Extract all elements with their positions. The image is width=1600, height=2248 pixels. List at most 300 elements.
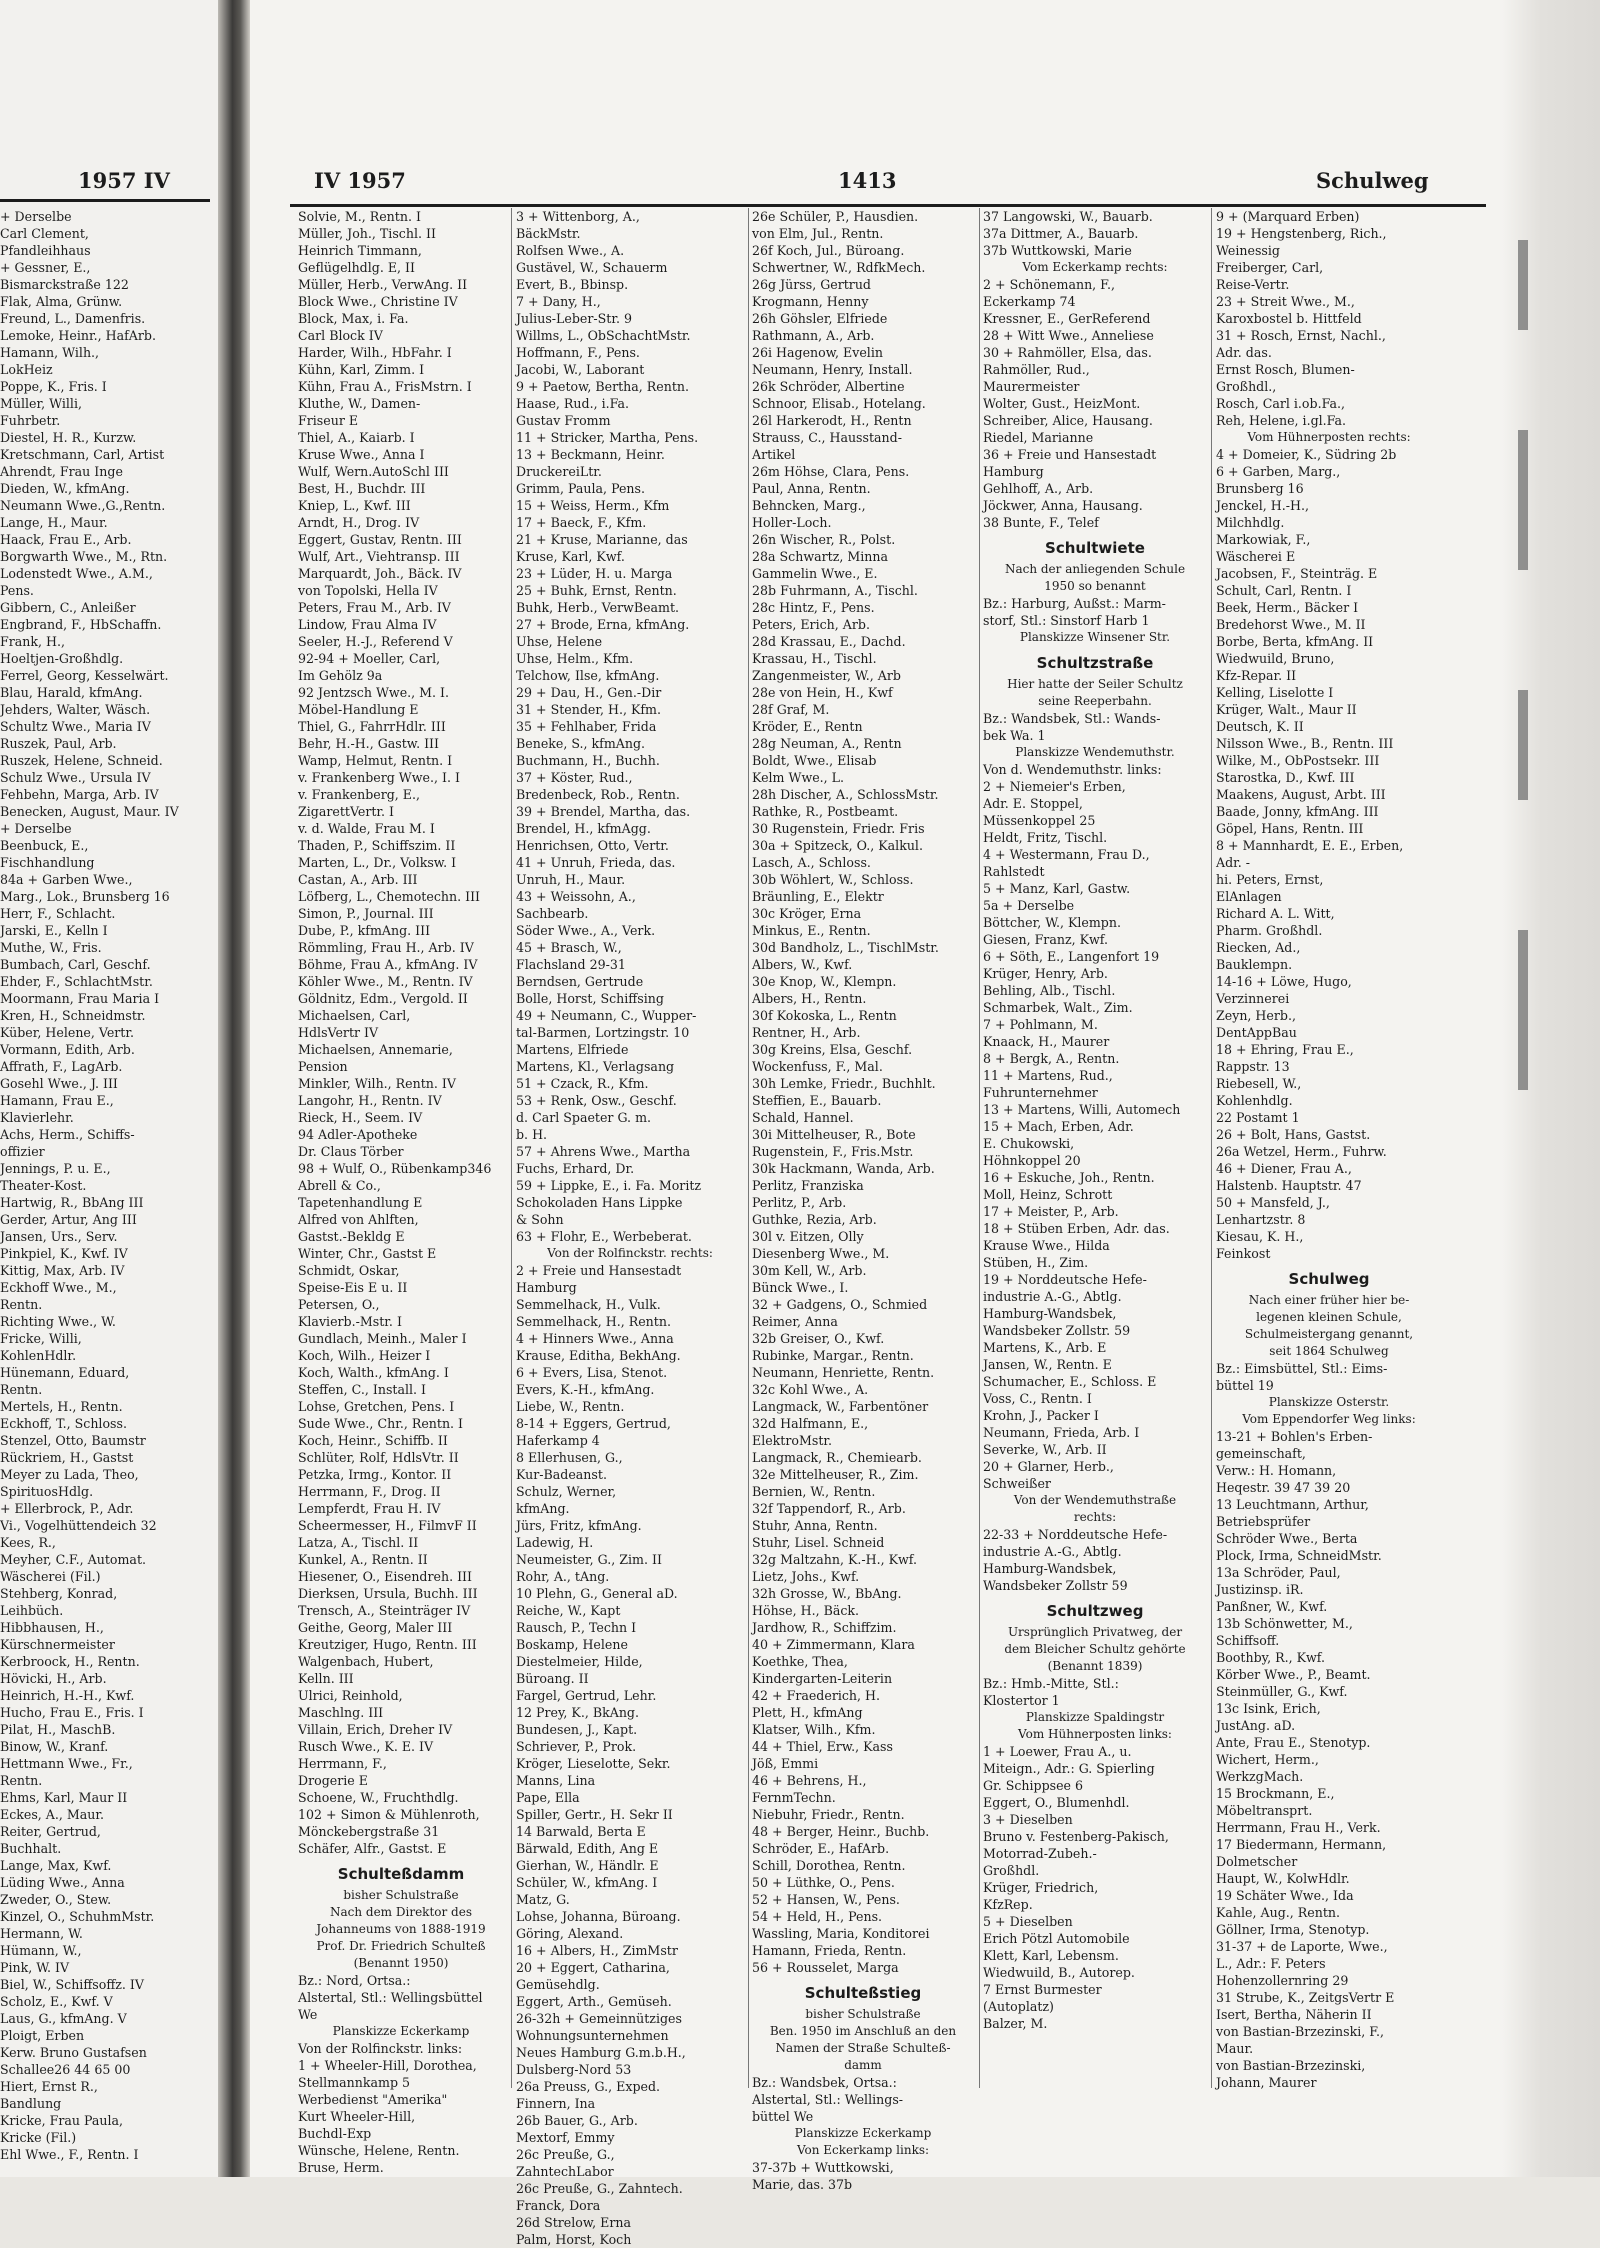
- directory-entry: Riedel, Marianne: [983, 430, 1094, 445]
- directory-entry: Maakens, August, Arbt. III: [1216, 787, 1386, 802]
- directory-entry: Franck, Dora: [516, 2198, 601, 2213]
- directory-entry: Muthe, W., Fris.: [0, 940, 102, 955]
- directory-entry: Rieck, H., Seem. IV: [298, 1110, 423, 1125]
- directory-entry: Brendel, H., kfmAgg.: [516, 821, 651, 836]
- directory-entry: v. Frankenberg Wwe., I. I: [298, 770, 460, 785]
- directory-entry: 4 + Domeier, K., Südring 2b: [1216, 447, 1397, 462]
- directory-entry: 50 + Mansfeld, J.,: [1216, 1195, 1330, 1210]
- directory-entry: Zangenmeister, W., Arb: [752, 668, 901, 683]
- directory-entry: Miteign., Adr.: G. Spierling: [983, 1761, 1155, 1776]
- directory-entry: Klavierb.-Mstr. I: [298, 1314, 402, 1329]
- directory-entry: Schröder Wwe., Berta: [1216, 1531, 1358, 1546]
- directory-entry: Stenzel, Otto, Baumstr: [0, 1433, 146, 1448]
- directory-entry: Buhk, Herb., VerwBeamt.: [516, 600, 680, 615]
- directory-entry: Schokoladen Hans Lippke: [516, 1195, 683, 1210]
- edge-mark: [1518, 430, 1528, 570]
- directory-entry: Plock, Irma, SchneidMstr.: [1216, 1548, 1382, 1563]
- directory-entry: Fischhandlung: [0, 855, 95, 870]
- column-2: [516, 208, 744, 2248]
- directory-entry: We: [298, 2007, 318, 2022]
- directory-entry: Bz.: Eimsbüttel, Stl.: Eims-: [1216, 1361, 1388, 1376]
- directory-entry: Steffen, C., Install. I: [298, 1382, 427, 1397]
- directory-entry: 15 + Weiss, Herm., Kfm: [516, 498, 670, 513]
- directory-entry: Dulsberg-Nord 53: [516, 2062, 632, 2077]
- directory-entry: Martens, Elfriede: [516, 1042, 629, 1057]
- directory-entry: Großhdl.: [983, 1863, 1040, 1878]
- directory-entry: Scheermesser, H., FilmvF II: [298, 1518, 477, 1533]
- directory-entry: Gosehl Wwe., J. III: [0, 1076, 118, 1091]
- directory-entry: + Derselbe: [0, 209, 72, 224]
- directory-entry: Tapetenhandlung E: [298, 1195, 423, 1210]
- directory-entry: Bz.: Wandsbek, Ortsa.:: [752, 2075, 897, 2090]
- column-divider: [511, 208, 512, 2088]
- directory-entry: Blau, Harald, kfmAng.: [0, 685, 143, 700]
- directory-entry: Herr, F., Schlacht.: [0, 906, 116, 921]
- directory-entry: Pink, W. IV: [0, 1960, 70, 1975]
- directory-entry: 32d Halfmann, E.,: [752, 1416, 869, 1431]
- directory-entry: Uhse, Helene: [516, 634, 603, 649]
- directory-entry: 46 + Diener, Frau A.,: [1216, 1161, 1352, 1176]
- directory-entry: Stehberg, Konrad,: [0, 1586, 118, 1601]
- directory-entry: Ladewig, H.: [516, 1535, 594, 1550]
- directory-entry: Eckhoff, T., Schloss.: [0, 1416, 127, 1431]
- directory-entry: 8 + Mannhardt, E. E., Erben,: [1216, 838, 1404, 853]
- directory-entry: Berndsen, Gertrude: [516, 974, 644, 989]
- directory-entry: 5 + Dieselben: [983, 1914, 1073, 1929]
- directory-entry: Best, H., Buchdr. III: [298, 481, 426, 496]
- directory-entry: Borgwarth Wwe., M., Rtn.: [0, 549, 168, 564]
- directory-entry: Kröder, E., Rentn: [752, 719, 863, 734]
- directory-entry: DruckereiLtr.: [516, 464, 602, 479]
- directory-entry: Palm, Horst, Koch: [516, 2232, 632, 2247]
- column-4: [983, 208, 1207, 2032]
- directory-entry: Heinrich Timmann,: [298, 243, 422, 258]
- directory-entry: Hamann, Frau E.,: [0, 1093, 114, 1108]
- directory-entry: Göpel, Hans, Rentn. III: [1216, 821, 1364, 836]
- directory-entry: ElektroMstr.: [752, 1433, 833, 1448]
- directory-entry: Bz.: Hmb.-Mitte, Stl.:: [983, 1676, 1119, 1691]
- directory-entry: 19 + Hengstenberg, Rich.,: [1216, 226, 1387, 241]
- directory-entry: Kinzel, O., SchuhmMstr.: [0, 1909, 155, 1924]
- directory-entry: 28g Neuman, A., Rentn: [752, 736, 902, 751]
- directory-entry: Dolmetscher: [1216, 1854, 1298, 1869]
- directory-entry: 84a + Garben Wwe.,: [0, 872, 133, 887]
- directory-entry: Kreutziger, Hugo, Rentn. III: [298, 1637, 477, 1652]
- directory-entry: Ulrici, Reinhold,: [298, 1688, 403, 1703]
- directory-entry: Perlitz, Franziska: [752, 1178, 864, 1193]
- directory-entry: Reiter, Gertrud,: [0, 1824, 101, 1839]
- directory-entry: Jennings, P. u. E.,: [0, 1161, 111, 1176]
- directory-entry: Minkus, E., Rentn.: [752, 923, 871, 938]
- directory-entry: 1 + Wheeler-Hill, Dorothea,: [298, 2058, 477, 2073]
- directory-entry: Solvie, M., Rentn. I: [298, 209, 421, 224]
- directory-entry: Pension: [298, 1059, 348, 1074]
- directory-entry: Ploigt, Erben: [0, 2028, 85, 2043]
- directory-entry: Herrmann, F.,: [298, 1756, 387, 1771]
- directory-entry: 17 + Meister, P., Arb.: [983, 1204, 1119, 1219]
- directory-entry: Rathke, R., Postbeamt.: [752, 804, 899, 819]
- directory-entry: Walgenbach, Hubert,: [298, 1654, 434, 1669]
- directory-entry: 26k Schröder, Albertine: [752, 379, 905, 394]
- directory-entry: Marg., Lok., Brunsberg 16: [0, 889, 170, 904]
- directory-entry: FernmTechn.: [752, 1790, 836, 1805]
- directory-entry: Bz.: Wandsbek, Stl.: Wands-: [983, 711, 1161, 726]
- directory-entry: Neues Hamburg G.m.b.H.,: [516, 2045, 686, 2060]
- directory-entry: 26e Schüler, P., Hausdien.: [752, 209, 919, 224]
- directory-entry: Bärwald, Edith, Ang E: [516, 1841, 659, 1856]
- directory-entry: Jöß, Emmi: [752, 1756, 819, 1771]
- directory-entry: 13 + Martens, Willi, Automech: [983, 1102, 1181, 1117]
- directory-entry: Halstenb. Hauptstr. 47: [1216, 1178, 1362, 1193]
- directory-entry: Maur.: [1216, 2041, 1254, 2056]
- directory-entry: 36 + Freie und Hansestadt: [983, 447, 1157, 462]
- directory-entry: Schumacher, E., Schloss. E: [983, 1374, 1157, 1389]
- directory-entry: Petersen, O.,: [298, 1297, 380, 1312]
- directory-entry: Deutsch, K. II: [1216, 719, 1304, 734]
- directory-entry: Meyer zu Lada, Theo,: [0, 1467, 139, 1482]
- directory-entry: Vi., Vogelhüttendeich 32: [0, 1518, 157, 1533]
- directory-entry: Bauklempn.: [1216, 957, 1293, 972]
- directory-entry: Gundlach, Meinh., Maler I: [298, 1331, 467, 1346]
- directory-entry: 32h Grosse, W., BbAng.: [752, 1586, 902, 1601]
- directory-entry: Paul, Anna, Rentn.: [752, 481, 871, 496]
- directory-entry: Kfz-Repar. II: [1216, 668, 1297, 683]
- directory-entry: Matz, G.: [516, 1892, 570, 1907]
- page-edge-right: [1502, 0, 1600, 2177]
- directory-entry: Fuhrbetr.: [0, 413, 61, 428]
- directory-entry: Rohr, A., tAng.: [516, 1569, 610, 1584]
- directory-entry: 37-37b + Wuttkowski,: [752, 2160, 894, 2175]
- directory-entry: Lange, Max, Kwf.: [0, 1858, 112, 1873]
- directory-entry: Koch, Heinr., Schiffb. II: [298, 1433, 448, 1448]
- directory-entry: Freiberger, Carl,: [1216, 260, 1324, 275]
- directory-entry: Pens.: [0, 583, 34, 598]
- directory-entry: Minkler, Wilh., Rentn. IV: [298, 1076, 456, 1091]
- directory-entry: Eckes, A., Maur.: [0, 1807, 105, 1822]
- directory-entry: Block, Max, i. Fa.: [298, 311, 409, 326]
- directory-entry: 30g Kreins, Elsa, Geschf.: [752, 1042, 913, 1057]
- directory-entry: Wiedwuild, B., Autorep.: [983, 1965, 1135, 1980]
- directory-entry: 26a Wetzel, Herm., Fuhrw.: [1216, 1144, 1387, 1159]
- directory-entry: 26c Preuße, G.,: [516, 2147, 615, 2162]
- directory-entry: Weinessig: [1216, 243, 1280, 258]
- directory-entry: 98 + Wulf, O., Rübenkamp346: [298, 1161, 492, 1176]
- directory-entry: Hermann, W.: [0, 1926, 83, 1941]
- directory-entry: Geflügelhdlg. E, II: [298, 260, 415, 275]
- directory-entry: Liebe, W., Rentn.: [516, 1399, 625, 1414]
- directory-entry: Göring, Alexand.: [516, 1926, 624, 1941]
- directory-entry: Böhme, Frau A., kfmAng. IV: [298, 957, 478, 972]
- page-number: 1413: [838, 168, 897, 193]
- directory-entry: Schmarbek, Walt., Zim.: [983, 1000, 1133, 1015]
- directory-entry: Großhdl.,: [1216, 379, 1277, 394]
- directory-entry: 20 + Eggert, Catharina,: [516, 1960, 670, 1975]
- directory-entry: Henrichsen, Otto, Vertr.: [516, 838, 669, 853]
- directory-entry: 30e Knop, W., Klempn.: [752, 974, 897, 989]
- directory-entry: Eggert, Gustav, Rentn. III: [298, 532, 462, 547]
- directory-entry: Schröder, E., HafArb.: [752, 1841, 890, 1856]
- directory-entry: 30d Bandholz, L., TischlMstr.: [752, 940, 939, 955]
- directory-entry: Frank, H.,: [0, 634, 66, 649]
- directory-entry: Wockenfuss, F., Mal.: [752, 1059, 883, 1074]
- directory-entry: 1 + Loewer, Frau A., u.: [983, 1744, 1132, 1759]
- directory-entry: Lohse, Gretchen, Pens. I: [298, 1399, 455, 1414]
- directory-entry: Heinrich, H.-H., Kwf.: [0, 1688, 135, 1703]
- directory-entry: 3 + Wittenborg, A.,: [516, 209, 640, 224]
- directory-entry: Langohr, H., Rentn. IV: [298, 1093, 442, 1108]
- directory-entry: Voss, C., Rentn. I: [983, 1391, 1092, 1406]
- directory-entry: Binow, W., Kranf.: [0, 1739, 109, 1754]
- street-heading: Schulteßdamm: [337, 1865, 465, 1883]
- directory-entry: Julius-Leber-Str. 9: [516, 311, 632, 326]
- directory-entry: Theater-Kost.: [0, 1178, 87, 1193]
- directory-entry: 20 + Glarner, Herb.,: [983, 1459, 1114, 1474]
- directory-entry: 26d Strelow, Erna: [516, 2215, 631, 2230]
- directory-entry: Motorrad-Zubeh.-: [983, 1846, 1097, 1861]
- directory-entry: 13b Schönwetter, M.,: [1216, 1616, 1353, 1631]
- directory-entry: Kittig, Max, Arb. IV: [0, 1263, 125, 1278]
- directory-entry: 50 + Lüthke, O., Pens.: [752, 1875, 895, 1890]
- directory-entry: 4 + Hinners Wwe., Anna: [516, 1331, 674, 1346]
- directory-entry: Petzka, Irmg., Kontor. II: [298, 1467, 452, 1482]
- directory-entry: ElAnlagen: [1216, 889, 1282, 904]
- directory-entry: Gustav Fromm: [516, 413, 611, 428]
- directory-entry: Wolter, Gust., HeizMont.: [983, 396, 1141, 411]
- directory-entry: 43 + Weissohn, A.,: [516, 889, 636, 904]
- directory-entry: von Topolski, Hella IV: [298, 583, 438, 598]
- directory-entry: 31 Strube, K., ZeitgsVertr E: [1216, 1990, 1395, 2005]
- column-divider: [748, 208, 749, 2088]
- street-note: (Benannt 1950): [353, 1956, 449, 1970]
- directory-entry: Diestelmeier, Hilde,: [516, 1654, 643, 1669]
- directory-entry: 59 + Lippke, E., i. Fa. Moritz: [516, 1178, 702, 1193]
- directory-entry: Alstertal, Stl.: Wellingsbüttel: [298, 1990, 483, 2005]
- directory-entry: kfmAng.: [516, 1501, 570, 1516]
- street-note: Schulmeistergang genannt,: [1244, 1327, 1414, 1341]
- directory-entry: Bredenbeck, Rob., Rentn.: [516, 787, 680, 802]
- directory-entry: Behling, Alb., Tischl.: [983, 983, 1116, 998]
- directory-entry: Spiller, Gertr., H. Sekr II: [516, 1807, 673, 1822]
- directory-entry: Hövicki, H., Arb.: [0, 1671, 107, 1686]
- directory-entry: Wünsche, Helene, Rentn.: [298, 2143, 460, 2158]
- directory-entry: Wassling, Maria, Konditorei: [752, 1926, 930, 1941]
- street-note: dem Bleicher Schultz gehörte: [1004, 1642, 1186, 1656]
- directory-entry: Unruh, H., Maur.: [516, 872, 626, 887]
- directory-entry: Hiesener, O., Eisendreh. III: [298, 1569, 473, 1584]
- directory-entry: Haase, Rud., i.Fa.: [516, 396, 630, 411]
- directory-entry: Buchhalt.: [0, 1841, 62, 1856]
- directory-entry: 48 + Berger, Heinr., Buchb.: [752, 1824, 930, 1839]
- directory-entry: 30a + Spitzeck, O., Kalkul.: [752, 838, 923, 853]
- directory-entry: Höhse, H., Bäck.: [752, 1603, 860, 1618]
- directory-entry: Bz.: Harburg, Außst.: Marm-: [983, 596, 1166, 611]
- directory-entry: 32g Maltzahn, K.-H., Kwf.: [752, 1552, 918, 1567]
- directory-entry: Engbrand, F., HbSchaffn.: [0, 617, 162, 632]
- street-note: Planskizze Spaldingstr: [1025, 1710, 1165, 1724]
- directory-entry: Wulf, Wern.AutoSchl III: [298, 464, 449, 479]
- directory-entry: Boothby, R., Kwf.: [1216, 1650, 1325, 1665]
- directory-entry: Gierhan, W., Händlr. E: [516, 1858, 659, 1873]
- directory-entry: 42 + Fraederich, H.: [752, 1688, 881, 1703]
- directory-entry: 28b Fuhrmann, A., Tischl.: [752, 583, 918, 598]
- directory-entry: Hamburg: [516, 1280, 577, 1295]
- directory-entry: 18 + Stüben Erben, Adr. das.: [983, 1221, 1170, 1236]
- directory-entry: Hoeltjen-Großhdlg.: [0, 651, 124, 666]
- directory-entry: 26h Göhsler, Elfriede: [752, 311, 888, 326]
- directory-entry: 26c Preuße, G., Zahntech.: [516, 2181, 683, 2196]
- directory-entry: Wamp, Helmut, Rentn. I: [298, 753, 453, 768]
- directory-entry: Arndt, H., Drog. IV: [298, 515, 420, 530]
- directory-entry: Albers, W., Kwf.: [752, 957, 853, 972]
- directory-entry: Steffien, E., Bauarb.: [752, 1093, 882, 1108]
- directory-entry: 6 + Söth, E., Langenfort 19: [983, 949, 1160, 964]
- directory-entry: Wiedwuild, Bruno,: [1216, 651, 1335, 666]
- directory-entry: Finnern, Ina: [516, 2096, 596, 2111]
- directory-entry: Kricke, Frau Paula,: [0, 2113, 124, 2128]
- directory-entry: Meyher, C.F., Automat.: [0, 1552, 147, 1567]
- directory-entry: 13 Leuchtmann, Arthur,: [1216, 1497, 1369, 1512]
- directory-entry: Ehl Wwe., F., Rentn. I: [0, 2147, 139, 2162]
- directory-entry: Rentn.: [0, 1773, 43, 1788]
- directory-entry: Willms, L., ObSchachtMstr.: [516, 328, 691, 343]
- directory-entry: Kelm Wwe., L.: [752, 770, 845, 785]
- directory-entry: LokHeiz: [0, 362, 53, 377]
- street-note: Nach einer früher hier be-: [1248, 1293, 1410, 1307]
- directory-entry: Kluthe, W., Damen-: [298, 396, 421, 411]
- directory-entry: Schald, Hannel.: [752, 1110, 854, 1125]
- directory-entry: Wandsbeker Zollstr. 59: [983, 1323, 1131, 1338]
- directory-entry: Villain, Erich, Dreher IV: [298, 1722, 453, 1737]
- street-note: Planskizze Eckerkamp: [332, 2024, 470, 2038]
- directory-entry: von Bastian-Brzezinski,: [1216, 2058, 1366, 2073]
- directory-entry: Neumann, Henriette, Rentn.: [752, 1365, 935, 1380]
- directory-entry: Affrath, F., LagArb.: [0, 1059, 123, 1074]
- directory-entry: Bräunling, E., Elektr: [752, 889, 884, 904]
- directory-entry: Scholz, E., Kwf. V: [0, 1994, 113, 2009]
- street-note: rechts:: [1073, 1510, 1117, 1524]
- directory-entry: Boldt, Wwe., Elisab: [752, 753, 877, 768]
- directory-entry: 26m Höhse, Clara, Pens.: [752, 464, 910, 479]
- directory-entry: KohlenHdlr.: [0, 1348, 77, 1363]
- directory-entry: bek Wa. 1: [983, 728, 1046, 743]
- directory-entry: 32b Greiser, O., Kwf.: [752, 1331, 885, 1346]
- directory-entry: Möbeltransprt.: [1216, 1803, 1313, 1818]
- directory-entry: Justizinsp. iR.: [1216, 1582, 1304, 1597]
- directory-entry: 11 + Stricker, Martha, Pens.: [516, 430, 699, 445]
- directory-entry: Jehders, Walter, Wäsch.: [0, 702, 151, 717]
- directory-entry: 30k Hackmann, Wanda, Arb.: [752, 1161, 935, 1176]
- directory-entry: Seeler, H.-J., Referend V: [298, 634, 453, 649]
- directory-entry: ZahntechLabor: [516, 2164, 614, 2179]
- directory-entry: 27 + Brode, Erna, kfmAng.: [516, 617, 690, 632]
- directory-entry: Kelln. III: [298, 1671, 354, 1686]
- left-page-column: [0, 208, 210, 2163]
- directory-entry: Milchhdlg.: [1216, 515, 1285, 530]
- directory-entry: Schüler, W., kfmAng. I: [516, 1875, 658, 1890]
- directory-entry: Giesen, Franz, Kwf.: [983, 932, 1108, 947]
- directory-entry: Rugenstein, F., Fris.Mstr.: [752, 1144, 914, 1159]
- directory-entry: Fuchs, Erhard, Dr.: [516, 1161, 635, 1176]
- directory-entry: Wäscherei (Fil.): [0, 1569, 101, 1584]
- directory-entry: 15 Brockmann, E.,: [1216, 1786, 1335, 1801]
- directory-entry: Beek, Herm., Bäcker I: [1216, 600, 1359, 615]
- directory-entry: Krüger, Henry, Arb.: [983, 966, 1108, 981]
- directory-entry: 25 + Buhk, Ernst, Rentn.: [516, 583, 677, 598]
- directory-entry: 26b Bauer, G., Arb.: [516, 2113, 638, 2128]
- street-note: damm: [844, 2058, 882, 2072]
- directory-entry: Albers, H., Rentn.: [752, 991, 867, 1006]
- directory-entry: Rentn.: [0, 1382, 43, 1397]
- directory-entry: Haupt, W., KolwHdlr.: [1216, 1871, 1350, 1886]
- directory-entry: 22-33 + Norddeutsche Hefe-: [983, 1527, 1168, 1542]
- directory-entry: 92-94 + Moeller, Carl,: [298, 651, 441, 666]
- directory-entry: 52 + Hansen, W., Pens.: [752, 1892, 900, 1907]
- directory-entry: Herrmann, Frau H., Verk.: [1216, 1820, 1381, 1835]
- directory-entry: 9 + (Marquard Erben): [1216, 209, 1360, 224]
- directory-entry: Klavierlehr.: [0, 1110, 74, 1125]
- directory-entry: Fuhrunternehmer: [983, 1085, 1098, 1100]
- directory-entry: Lemoke, Heinr., HafArb.: [0, 328, 156, 343]
- directory-entry: b. H.: [516, 1127, 548, 1142]
- directory-entry: Flachsland 29-31: [516, 957, 626, 972]
- directory-entry: Kröger, Lieselotte, Sekr.: [516, 1756, 671, 1771]
- directory-entry: Lasch, A., Schloss.: [752, 855, 871, 870]
- directory-entry: Grimm, Paula, Pens.: [516, 481, 646, 496]
- directory-entry: DentAppBau: [1216, 1025, 1297, 1040]
- directory-entry: Höhnkoppel 20: [983, 1153, 1081, 1168]
- column-1: [298, 208, 504, 2176]
- directory-entry: Hamburg-Wandsbek,: [983, 1561, 1117, 1576]
- street-heading: Schulteßstieg: [804, 1984, 922, 2002]
- directory-entry: 30m Kell, W., Arb.: [752, 1263, 867, 1278]
- street-note: bisher Schulstraße: [343, 1888, 459, 1902]
- directory-entry: Martens, Kl., Verlagsang: [516, 1059, 675, 1074]
- directory-entry: Moll, Heinz, Schrott: [983, 1187, 1113, 1202]
- directory-entry: hi. Peters, Ernst,: [1216, 872, 1324, 887]
- directory-entry: 9 + Paetow, Bertha, Rentn.: [516, 379, 690, 394]
- directory-entry: 54 + Held, H., Pens.: [752, 1909, 883, 1924]
- street-note: Planskizze Wendemuthstr.: [1015, 745, 1175, 759]
- directory-entry: 39 + Brendel, Martha, das.: [516, 804, 691, 819]
- directory-entry: Schäfer, Alfr., Gastst. E: [298, 1841, 447, 1856]
- directory-entry: SpirituosHdlg.: [0, 1484, 94, 1499]
- directory-entry: Steinmüller, G., Kwf.: [1216, 1684, 1348, 1699]
- directory-entry: 28d Krassau, E., Dachd.: [752, 634, 906, 649]
- directory-entry: Schlüter, Rolf, HdlsVtr. II: [298, 1450, 459, 1465]
- directory-entry: Klatser, Wilh., Kfm.: [752, 1722, 876, 1737]
- directory-entry: Niebuhr, Friedr., Rentn.: [752, 1807, 905, 1822]
- directory-entry: Simon, P., Journal. III: [298, 906, 434, 921]
- street-note: Namen der Straße Schulteß-: [775, 2041, 951, 2055]
- directory-entry: Krohn, J., Packer I: [983, 1408, 1099, 1423]
- directory-entry: Gemüsehdlg.: [516, 1977, 600, 1992]
- directory-entry: Bruno v. Festenberg-Pakisch,: [983, 1829, 1169, 1844]
- directory-entry: Evers, K.-H., kfmAng.: [516, 1382, 655, 1397]
- directory-entry: 56 + Rousselet, Marga: [752, 1960, 899, 1975]
- directory-entry: 32 + Gadgens, O., Schmied: [752, 1297, 928, 1312]
- street-note: Von der Wendemuthstraße: [1013, 1493, 1177, 1507]
- directory-entry: Koch, Walth., kfmAng. I: [298, 1365, 449, 1380]
- directory-entry: Römmling, Frau H., Arb. IV: [298, 940, 474, 955]
- directory-entry: Dube, P., kfmAng. III: [298, 923, 431, 938]
- directory-entry: Kühn, Frau A., FrisMstrn. I: [298, 379, 472, 394]
- directory-entry: Neumann, Frieda, Arb. I: [983, 1425, 1140, 1440]
- directory-entry: Semmelhack, H., Vulk.: [516, 1297, 661, 1312]
- directory-entry: Karoxbostel b. Hittfeld: [1216, 311, 1362, 326]
- directory-entry: Starostka, D., Kwf. III: [1216, 770, 1355, 785]
- directory-entry: 32e Mittelheuser, R., Zim.: [752, 1467, 919, 1482]
- directory-entry: Hamburg: [983, 464, 1044, 479]
